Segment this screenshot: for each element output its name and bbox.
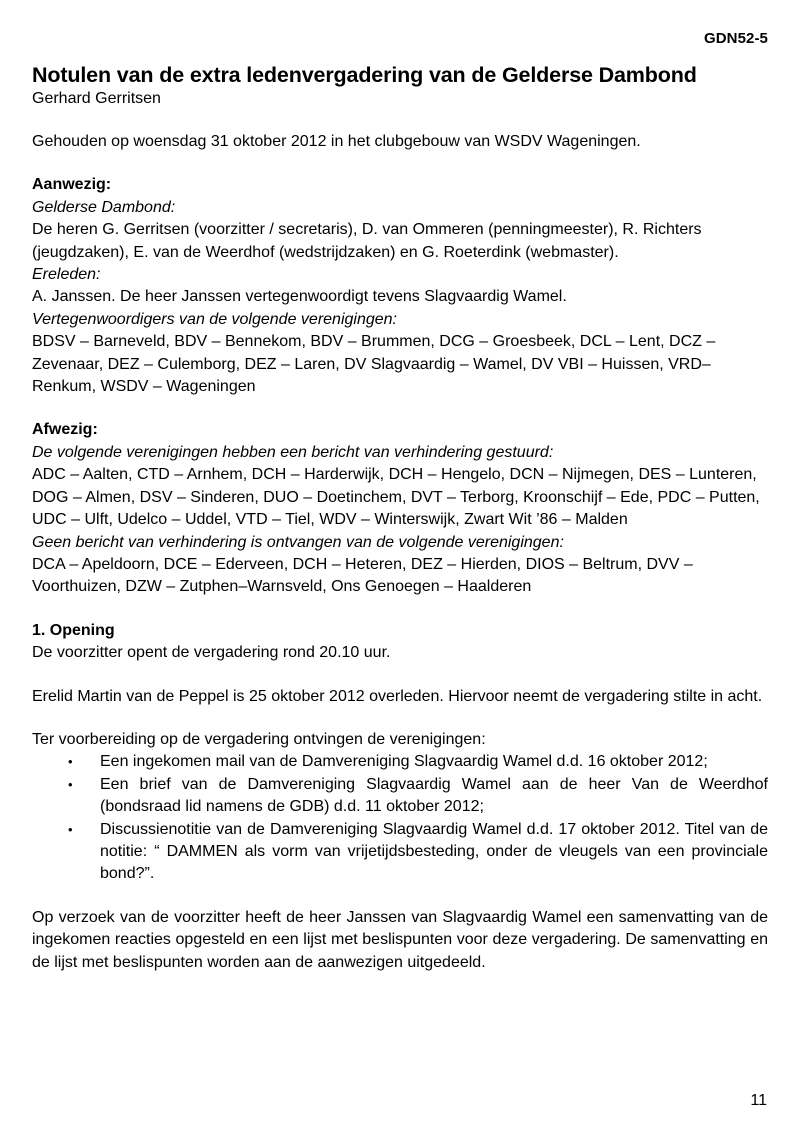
afwezig-bericht-list: ADC – Aalten, CTD – Arnhem, DCH – Harderwijk, DCH – Hengelo, DCN – Nijmegen, DES – Lunteren, DOG – Almen, DSV – Sinderen, DUO – Doetinchem, DVT – Terborg, Kroonschijf – Ede, PDC – Putten, UDC – Ulft, Udelco – Uddel, VTD – Tiel, WDV – Winterswijk, Zwart Wit ’86 – Malden xyxy=(32,466,760,529)
opening-paragraph-2: Erelid Martin van de Peppel is 25 oktober 2012 overleden. Hiervoor neemt de vergadering stilte in acht. xyxy=(32,687,763,705)
intro-paragraph: Gehouden op woensdag 31 oktober 2012 in het clubgebouw van WSDV Wageningen. xyxy=(32,133,641,150)
opening-paragraph-1: De voorzitter opent de vergadering rond 20.10 uur. xyxy=(32,644,391,662)
document-body xyxy=(32,62,768,974)
spacer xyxy=(32,886,768,907)
list-item-label: Een brief van de Damvereniging Slagvaardig Wamel aan de heer Van de Weerdhof (bondsraad lid namens de GDB) d.d. 11 oktober 2012; xyxy=(100,775,768,816)
bullet-icon: • xyxy=(68,776,73,792)
document-author: Gerhard Gerritsen xyxy=(32,90,161,107)
spacer xyxy=(32,398,768,419)
bullet-icon: • xyxy=(68,754,73,770)
aanwezig-ereleden: A. Janssen. De heer Janssen vertegenwoordigt tevens Slagvaardig Wamel. xyxy=(32,288,567,306)
section-heading-afwezig: Afwezig: xyxy=(32,421,98,439)
aanwezig-verenigingen-list: BDSV – Barneveld, BDV – Bennekom, BDV – Brummen, DCG – Groesbeek, DCL – Lent, DCZ – Zevenaar, DEZ – Culemborg, DEZ – Laren, DV Slagvaardig – Wamel, DV VBI – Huissen, VRD–Renkum, WSDV – Wageningen xyxy=(32,333,716,396)
list-item xyxy=(32,751,768,773)
section-heading-aanwezig: Aanwezig: xyxy=(32,176,112,194)
list-item-label: Een ingekomen mail van de Damvereniging Slagvaardig Wamel d.d. 16 oktober 2012; xyxy=(100,753,708,771)
opening-paragraph-4: Op verzoek van de voorzitter heeft de heer Janssen van Slagvaardig Wamel een samenvatting van de ingekomen reacties opgesteld en een lijst met beslispunten voor deze vergadering. De samenvatting en de lijst met beslispunten worden aan de aanwezigen uitgedeeld. xyxy=(32,908,768,971)
subheading-bericht-verhindering: De volgende verenigingen hebben een bericht van verhindering gestuurd: xyxy=(32,443,554,461)
page-number: 11 xyxy=(750,1092,767,1109)
spacer xyxy=(32,599,768,620)
page-title: Notulen van de extra ledenvergadering van de Gelderse Dambond xyxy=(32,63,697,87)
spacer xyxy=(32,665,768,686)
bullet-icon: • xyxy=(68,821,73,837)
opening-paragraph-3: Ter voorbereiding op de vergadering ontvingen de verenigingen: xyxy=(32,730,486,748)
subheading-ereleden: Ereleden: xyxy=(32,266,101,284)
subheading-vertegenwoordigers: Vertegenwoordigers van de volgende verenigingen: xyxy=(32,310,397,328)
subheading-geen-bericht: Geen bericht van verhindering is ontvangen van de volgende verenigingen: xyxy=(32,533,564,551)
subheading-gelderse-dambond: Gelderse Dambond: xyxy=(32,198,176,216)
list-item xyxy=(32,819,768,886)
aanwezig-bond-members: De heren G. Gerritsen (voorzitter / secretaris), D. van Ommeren (penningmeester), R. Richters (jeugdzaken), E. van de Weerdhof (wedstrijdzaken) en G. Roeterdink (webmaster). xyxy=(32,221,702,261)
preparation-document-list xyxy=(32,751,768,885)
afwezig-geen-bericht-list: DCA – Apeldoorn, DCE – Ederveen, DCH – Heteren, DEZ – Hierden, DIOS – Beltrum, DVV – Voorthuizen, DZW – Zutphen–Warnsveld, Ons Genoegen – Haalderen xyxy=(32,555,693,596)
list-item-label: Discussienotitie van de Damvereniging Slagvaardig Wamel d.d. 17 oktober 2012. Titel van de notitie: “ DAMMEN als vorm van vrijetijdsbesteding, onder de vleugels van een provinciale bond?”. xyxy=(100,820,768,883)
section-heading-opening: 1. Opening xyxy=(32,621,115,639)
spacer xyxy=(32,708,768,729)
document-code: GDN52-5 xyxy=(703,30,768,47)
spacer xyxy=(32,109,768,131)
list-item xyxy=(32,774,768,819)
spacer xyxy=(32,153,768,174)
